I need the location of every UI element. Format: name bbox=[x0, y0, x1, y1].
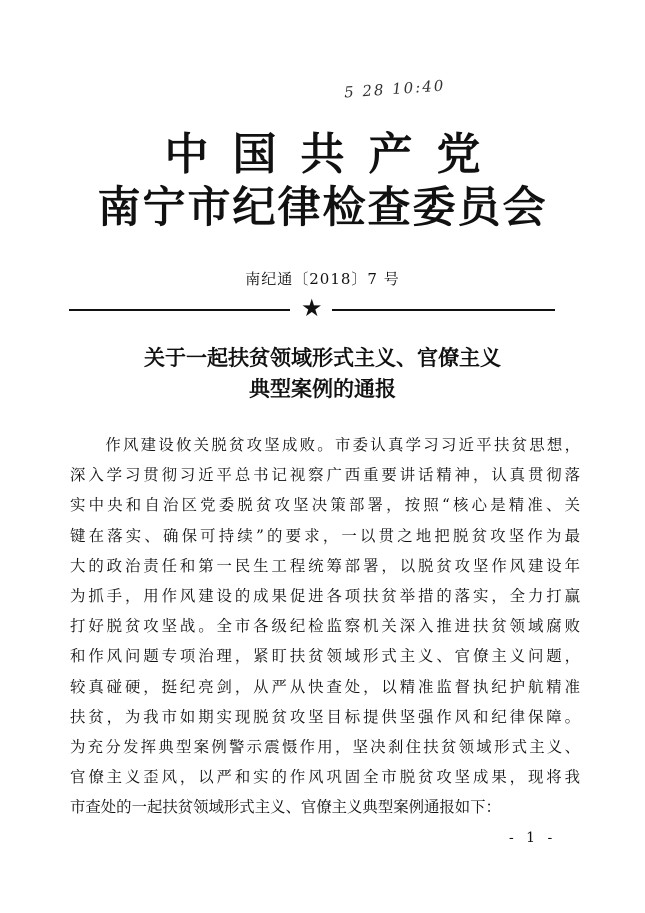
body-line: 市查处的一起扶贫领域形式主义、官僚主义典型案例通报如下： bbox=[70, 798, 501, 817]
divider-rule-right bbox=[332, 309, 555, 311]
star-icon: ★ bbox=[301, 294, 323, 322]
notice-title bbox=[0, 342, 645, 404]
body-line: 扶贫，为我市如期实现脱贫攻坚目标提供坚强作风和纪律保障。 bbox=[70, 707, 580, 726]
body-line: 官僚主义歪风，以严和实的作风巩固全市脱贫攻坚成果，现将我 bbox=[70, 768, 580, 787]
body-line: 键在落实、确保可持续”的要求，一以贯之地把脱贫攻坚作为最 bbox=[70, 526, 580, 545]
body-line: 深入学习贯彻习近平总书记视察广西重要讲话精神，认真贯彻落 bbox=[70, 466, 580, 485]
issuer-line-1: 中国共产党 bbox=[164, 129, 505, 180]
body-line: 为充分发挥典型案例警示震慑作用，坚决刹住扶贫领域形式主义、 bbox=[70, 738, 580, 757]
body-line: 大的政治责任和第一民生工程统筹部署，以脱贫攻坚作风建设年 bbox=[70, 556, 580, 575]
red-header-divider bbox=[69, 294, 555, 322]
notice-title-line-1: 关于一起扶贫领域形式主义、官僚主义 bbox=[144, 345, 501, 370]
notice-title-line-2: 典型案例的通报 bbox=[249, 376, 396, 401]
body-line: 实中央和自治区党委脱贫攻坚决策部署，按照“核心是精准、关 bbox=[70, 496, 580, 515]
body-line: 和作风问题专项治理，紧盯扶贫领域形式主义、官僚主义问题， bbox=[70, 647, 580, 666]
divider-rule-left bbox=[69, 309, 290, 311]
body-line: 打好脱贫攻坚战。全市各级纪检监察机关深入推进扶贫领域腐败 bbox=[70, 617, 580, 636]
issuer-line-2: 南宁市纪律检查委员会 bbox=[97, 183, 548, 233]
body-line: 较真碰硬，挺纪亮剑，从严从快查处，以精准监督执纪护航精准 bbox=[70, 677, 580, 696]
handwritten-note: 5 28 10:40 bbox=[343, 76, 446, 102]
body-paragraph bbox=[70, 430, 580, 823]
body-line: 为抓手，用作风建设的成果促进各项扶贫举措的落实，全力打赢 bbox=[70, 587, 580, 606]
body-line: 作风建设攸关脱贫攻坚成败。市委认真学习习近平扶贫思想， bbox=[70, 436, 580, 454]
document-number: 南纪通〔2018〕7 号 bbox=[245, 270, 400, 288]
page-number: - 1 - bbox=[509, 830, 557, 846]
